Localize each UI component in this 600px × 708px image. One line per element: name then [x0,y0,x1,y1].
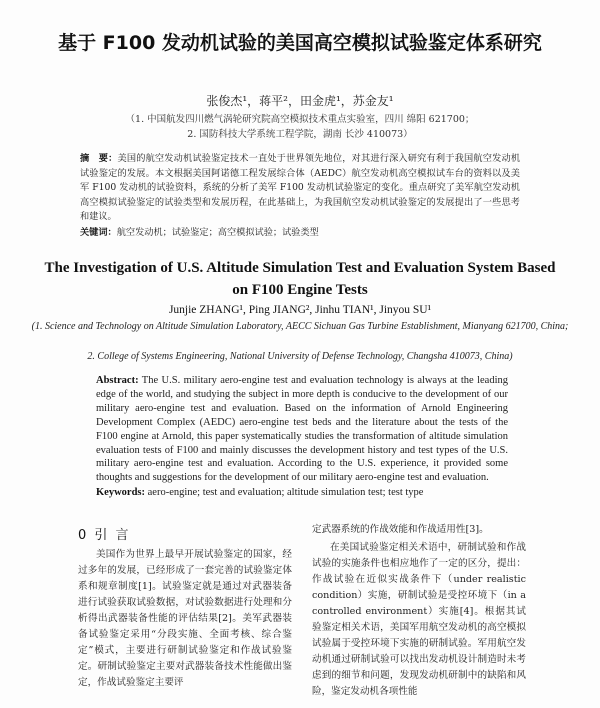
en-affiliation-2: 2. College of Systems Engineering, National University of Defense Technology, Changsha 410073, China) [87,351,513,362]
body-right-paragraph-1: 定武器系统的作战效能和作战适用性[3]。 [312,524,489,535]
cn-authors: 张俊杰¹，蒋平²，田金虎¹，苏金友¹ [206,94,394,108]
cn-keywords [80,226,520,240]
en-keywords [96,486,508,499]
en-abstract-label: Abstract: [96,375,139,386]
cn-affiliation-2: 2. 国防科技大学系统工程学院，湖南 长沙 410073） [187,129,413,140]
cn-abstract-text: 美国的航空发动机试验鉴定技术一直处于世界领先地位，对其进行深入研究有利于我国航空发动机试验鉴定的发展。本文根据美国阿诺德工程发展综合体（AEDC）航空发动机高空模拟试车台的资料以及美军 F100 发动机的试验资料，系统的分析了美军 F100 发动机试验鉴定的变化。重点研究了美军航空发动机高空模拟试验鉴定的试验类型和发展历程，在此基础上，为我国航空发动机试验鉴定的发展提出了一些思考和建议。 [80,153,521,222]
cn-affiliation-1: （1. 中国航发四川燃气涡轮研究院高空模拟技术重点实验室，四川 绵阳 621700； [125,114,475,125]
en-title: The Investigation of U.S. Altitude Simulation Test and Evaluation System Based on F100 Engine Tests [44,260,556,298]
en-abstract-text: The U.S. military aero-engine test and evaluation technology is always at the leading edge of the world, and studying the subject in more depth is conducive to the development of our military aero-engine test and evaluation. Based on the information of Arnold Engineering Development Complex (AEDC) aero-engine test beds and the literature about the tests of the F100 engine at Arnold, this paper systematically studies the transformation of altitude simulation evaluation tests of F100 and mainly discusses the development history and test types of the U.S. military aero-engine test and evaluation. According to the U.S. experience, it provided some thoughts and suggestions for the development of our military aero-engine test and evaluation. [96,375,508,484]
en-keywords-label: Keywords: [96,487,145,498]
en-abstract [96,374,508,485]
en-keywords-text: aero-engine; test and evaluation; altitude simulation test; test type [147,487,424,498]
cn-keywords-text: 航空发动机；试验鉴定；高空模拟试验；试验类型 [116,227,319,238]
body-right-paragraph-2: 在美国试验鉴定相关术语中，研制试验和作战试验的实施条件也相应地作了一定的区分，提出：作战试验在近似实战条件下（under realistic condition）实施，研制试验是受控环境下（in a controlled environment）实施[4]。根据其试验鉴定相关术语，美国军用航空发动机的高空模拟试验属于受控环境下实施的研制试验。军用航空发动机通过研制试验可以找出发动机设计制造时未考虑到的细节和问题，发现发动机研制中的缺陷和风险，鉴定发动机各项性能 [312,542,526,697]
en-affiliation-1: (1. Science and Technology on Altitude Simulation Laboratory, AECC Sichuan Gas Turbine Establishment, Mianyang 621700, China; [31,321,569,332]
cn-abstract [80,152,520,225]
section-heading-introduction: 0 引 言 [78,528,131,543]
body-right-column [312,522,526,700]
en-authors: Junjie ZHANG¹, Ping JIANG², Jinhu TIAN¹, Jinyou SU¹ [168,304,432,316]
cn-title: 基于 F100 发动机试验的美国高空模拟试验鉴定体系研究 [58,32,542,54]
cn-keywords-label: 关键词： [80,227,117,238]
cn-abstract-label: 摘 要： [80,153,118,164]
body-left-column: 美国作为世界上最早开展试验鉴定的国家，经过多年的发展，已经形成了一套完善的试验鉴定体系和规章制度[1]。试验鉴定就是通过对武器装备进行试验获取试验数据，对试验数据进行处理和分析得出武器装备性能的评估结果[2]。美军武器装备试验鉴定采用“分段实施、全面考核、综合鉴定”模式，主要进行研制试验鉴定和作战试验鉴定。研制试验鉴定主要对武器装备技术性能做出鉴定，作战试验鉴定主要评 [78,549,292,688]
cn-affiliations [40,112,560,142]
